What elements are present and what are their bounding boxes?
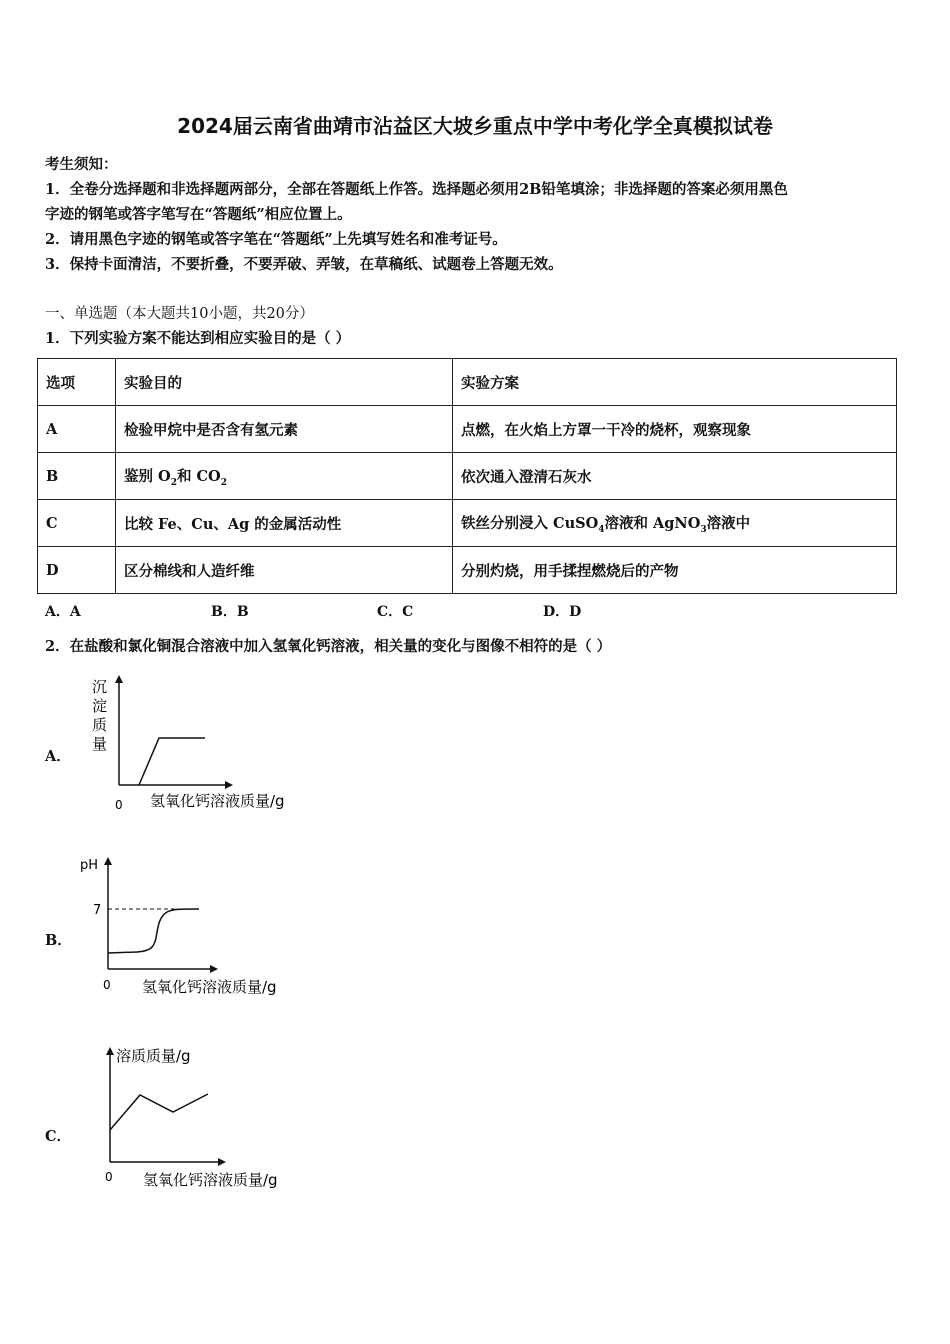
y-axis-label: pH: [80, 858, 99, 873]
precipitate-curve: [139, 738, 205, 785]
graph-c: [80, 1040, 340, 1195]
y-label-char: 沉: [92, 678, 108, 696]
header-plan: 实验方案: [453, 359, 897, 406]
y-axis-arrow: [106, 1047, 114, 1055]
row-option: A: [38, 406, 116, 453]
row-option: B: [38, 453, 116, 500]
row-purpose: 区分棉线和人造纤维: [116, 547, 453, 594]
row-plan: 依次通入澄清石灰水: [453, 453, 897, 500]
graph-a-label[interactable]: A．: [45, 748, 71, 765]
option-d[interactable]: D．D: [543, 604, 582, 620]
x-axis-label: 氢氧化钙溶液质量/g: [143, 1171, 278, 1189]
notice-heading: 考生须知：: [45, 156, 118, 173]
table-header-row: [38, 359, 897, 406]
row-purpose: 比较 Fe、Cu、Ag 的金属活动性: [116, 500, 453, 547]
option-c[interactable]: C．C: [377, 604, 414, 620]
header-purpose: 实验目的: [116, 359, 453, 406]
y-axis-arrow: [104, 857, 112, 865]
section-heading: 一、单选题（本大题共10小题，共20分）: [45, 306, 314, 322]
y-label-char: 量: [92, 735, 108, 753]
origin-label: 0: [103, 978, 111, 992]
table-row: [38, 406, 897, 453]
graph-b: [75, 850, 335, 1000]
option-a[interactable]: A．A: [45, 604, 81, 620]
question-2-stem: 2．在盐酸和氯化铜混合溶液中加入氢氧化钙溶液，相关量的变化与图像不相符的是（ ）: [45, 638, 612, 655]
row-option: C: [38, 500, 116, 547]
row-plan: 分别灼烧，用手揉捏燃烧后的产物: [453, 547, 897, 594]
solute-curve: [110, 1094, 208, 1130]
x-axis-arrow: [218, 1158, 226, 1166]
notice-item-1: 1．全卷分选择题和非选择题两部分，全部在答题纸上作答。选择题必须用2B铅笔填涂；非选择题的答案必须用黑色: [45, 181, 788, 198]
option-b[interactable]: B．B: [211, 604, 249, 620]
table-row: [38, 453, 897, 500]
ph-curve: [108, 909, 199, 953]
x-axis-arrow: [225, 781, 233, 789]
notice-item-3: 3．保持卡面清洁，不要折叠，不要弄破、弄皱，在草稿纸、试题卷上答题无效。: [45, 256, 563, 273]
question-1-stem: 1．下列实验方案不能达到相应实验目的是（ ）: [45, 330, 351, 347]
origin-label: 0: [105, 1170, 113, 1184]
y-label-char: 质: [92, 716, 108, 734]
row-option: D: [38, 547, 116, 594]
graph-c-label[interactable]: C．: [45, 1128, 72, 1145]
y-label-char: 淀: [92, 697, 108, 715]
row-purpose: 检验甲烷中是否含有氢元素: [116, 406, 453, 453]
experiment-table: [37, 358, 897, 594]
x-axis-arrow: [210, 965, 218, 973]
notice-item-2: 2．请用黑色字迹的钢笔或答字笔在“答题纸”上先填写姓名和准考证号。: [45, 231, 507, 248]
graph-b-label[interactable]: B．: [45, 932, 72, 949]
y-axis-label: 溶质质量/g: [116, 1047, 191, 1065]
row-plan: 铁丝分别浸入 CuSO$_4$溶液和 AgNO$_3$溶液中: [453, 500, 897, 547]
row-plan: 点燃，在火焰上方罩一干冷的烧杯，观察现象: [453, 406, 897, 453]
x-axis-label: 氢氧化钙溶液质量/g: [142, 978, 277, 996]
table-row: [38, 500, 897, 547]
graph-a: [80, 670, 340, 820]
x-axis-label: 氢氧化钙溶液质量/g: [150, 792, 285, 810]
ph7-mark: 7: [93, 903, 102, 918]
header-option: 选项: [38, 359, 116, 406]
page-title: 2024届云南省曲靖市沾益区大坡乡重点中学中考化学全真模拟试卷: [177, 114, 773, 138]
origin-label: 0: [115, 798, 123, 812]
row-purpose: 鉴别 $O_2$和 $CO_2$: [116, 453, 453, 500]
y-axis-arrow: [115, 675, 123, 683]
notice-item-1-cont: 字迹的钢笔或答字笔写在“答题纸”相应位置上。: [45, 206, 352, 223]
table-row: [38, 547, 897, 594]
